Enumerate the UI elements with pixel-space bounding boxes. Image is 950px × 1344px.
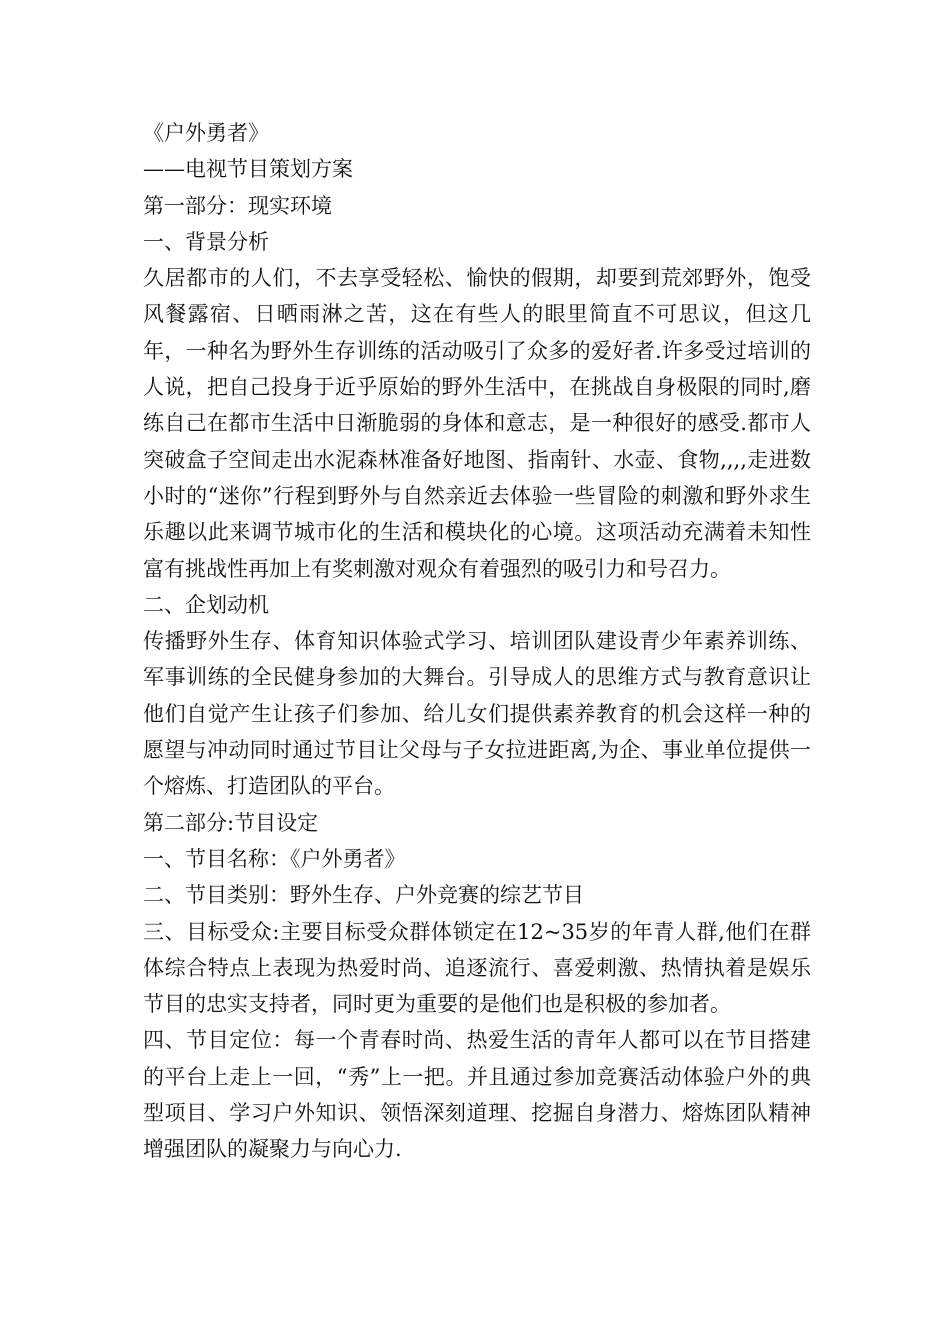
document-page [143,115,811,1168]
part1-heading: 第一部分：现实环境 [143,193,332,218]
section2-heading: 二、企划动机 [143,592,269,617]
document-title: 《户外勇者》 [143,121,269,145]
target-audience-item: 三、目标受众:主要目标受众群体锁定在12~35岁的年青人群,他们在群体综合特点上表现为热爱时尚、追逐流行、喜爱刺激、热情执着是娱乐节目的忠实支持者，同时更为重要的是他们也是积极的参加者。 [143,919,811,1017]
part2-heading: 第二部分:节目设定 [143,810,319,835]
section1-heading: 一、背景分析 [143,229,269,254]
program-positioning-item: 四、节目定位：每一个青春时尚、热爱生活的青年人都可以在节目搭建的平台上走上一回，“秀”上一把。并且通过参加竞赛活动体验户外的典型项目、学习户外知识、领悟深刻道理、挖掘自身潜力、熔炼团队精神增强团队的凝聚力与向心力. [143,1028,811,1162]
section1-body: 久居都市的人们，不去享受轻松、愉快的假期，却要到荒郊野外，饱受风餐露宿、日晒雨淋之苦，这在有些人的眼里简直不可思议，但这几年，一种名为野外生存训练的活动吸引了众多的爱好者.许多受过培训的人说，把自己投身于近乎原始的野外生活中，在挑战自身极限的同时,磨练自己在都市生活中日渐脆弱的身体和意志，是一种很好的感受.都市人突破盒子空间走出水泥森林准备好地图、指南针、水壶、食物,,,,走进数小时的“迷你”行程到野外与自然亲近去体验一些冒险的刺激和野外求生乐趣以此来调节城市化的生活和模块化的心境。这项活动充满着未知性富有挑战性再加上有奖刺激对观众有着强烈的吸引力和号召力。 [143,266,811,581]
program-category-item: 二、节目类别：野外生存、户外竞赛的综艺节目 [143,883,584,908]
section2-body: 传播野外生存、体育知识体验式学习、培训团队建设青少年素养训练、军事训练的全民健身参加的大舞台。引导成人的思维方式与教育意识让他们自觉产生让孩子们参加、给儿女们提供素养教育的机会这样一种的愿望与冲动同时通过节目让父母与子女拉进距离,为企、事业单位提供一个熔炼、打造团队的平台。 [143,629,811,799]
document-subtitle: ——电视节目策划方案 [143,157,353,182]
program-name-item: 一、节目名称：《户外勇者》 [143,846,406,871]
